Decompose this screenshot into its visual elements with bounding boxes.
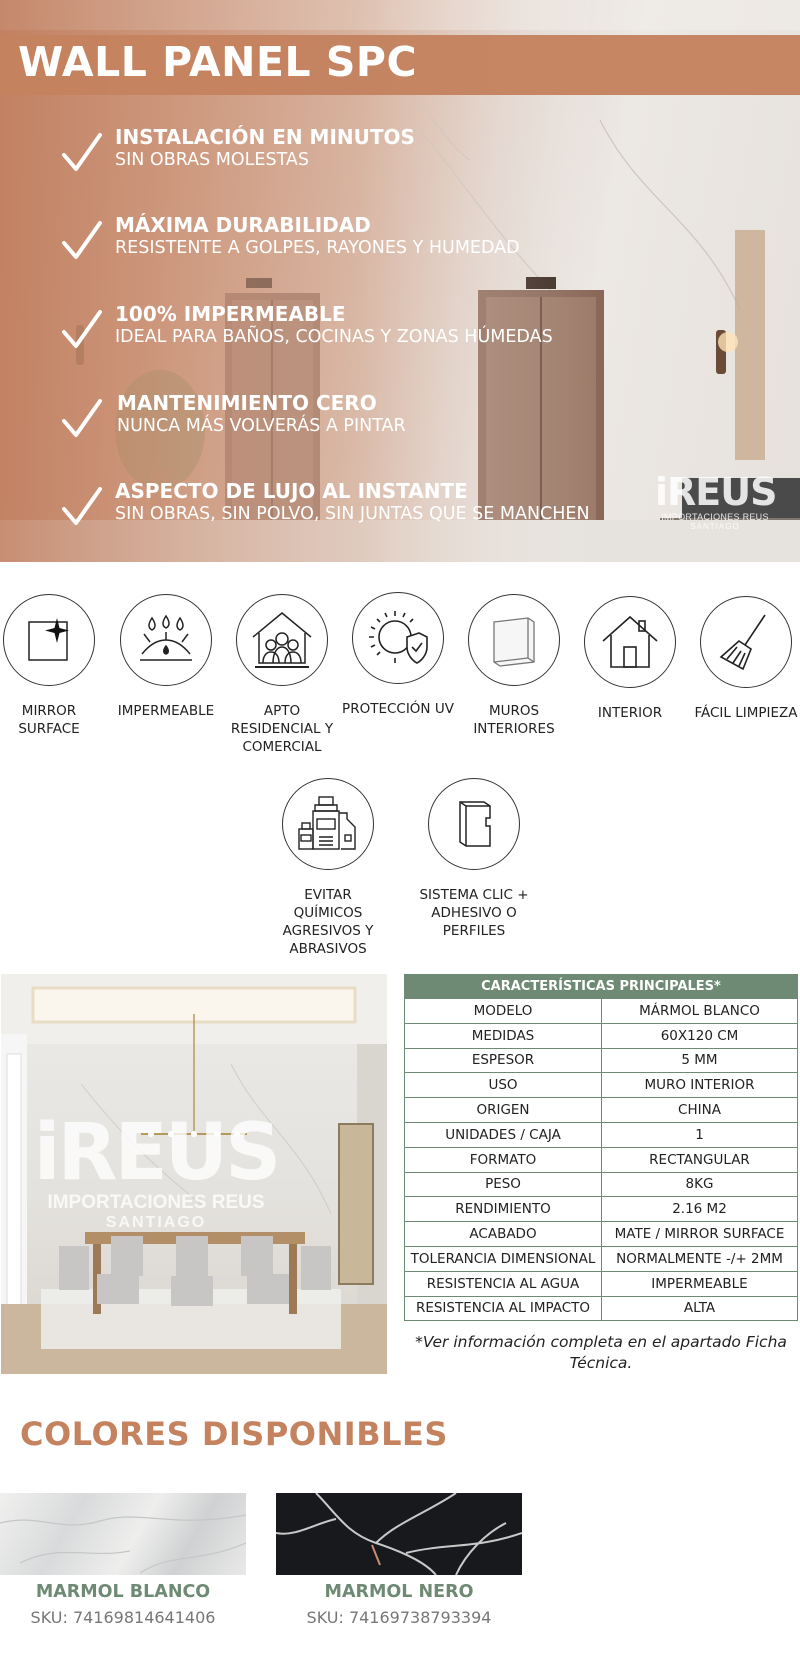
spec-value: NORMALMENTE -/+ 2MM — [602, 1246, 798, 1271]
color-sku: SKU: 74169814641406 — [30, 1608, 216, 1627]
table-row — [405, 1222, 798, 1247]
feature-label: EVITAR QUÍMICOS AGRESIVOS Y ABRASIVOS — [282, 887, 374, 957]
spec-value: 2.16 M2 — [602, 1197, 798, 1222]
feature-label: APTO RESIDENCIAL Y COMERCIAL — [230, 703, 334, 755]
table-row — [405, 1271, 798, 1296]
feature-impermeable — [108, 594, 224, 720]
check-icon — [60, 308, 104, 352]
sun-shield-icon — [352, 592, 444, 684]
color-sku: SKU: 74169738793394 — [306, 1608, 492, 1627]
spec-value: 8KG — [602, 1172, 798, 1197]
spec-key: RESISTENCIA AL AGUA — [405, 1271, 602, 1296]
feature-label: MIRROR SURFACE — [18, 703, 80, 737]
house-people-icon — [236, 594, 328, 686]
feature-label: MUROS INTERIORES — [473, 703, 555, 737]
spec-value: 1 — [602, 1122, 798, 1147]
feature-label: INTERIOR — [597, 705, 663, 721]
feature-label: SISTEMA CLIC + ADHESIVO O PERFILES — [419, 887, 529, 939]
specs-table — [404, 974, 798, 1321]
marble-texture — [0, 1493, 246, 1575]
feature-label: FÁCIL LIMPIEZA — [694, 705, 798, 721]
swatch-marmol-blanco[interactable] — [0, 1493, 246, 1575]
feature-interior — [572, 596, 688, 722]
spec-key: ESPESOR — [405, 1048, 602, 1073]
table-row — [405, 1048, 798, 1073]
spec-value: CHINA — [602, 1098, 798, 1123]
marble-texture — [276, 1493, 522, 1575]
wall-panel-icon — [468, 594, 560, 686]
check-icon — [60, 219, 104, 263]
spec-key: MEDIDAS — [405, 1023, 602, 1048]
color-name: MARMOL NERO — [324, 1582, 474, 1602]
table-row — [405, 1073, 798, 1098]
benefit-title: INSTALACIÓN EN MINUTOS — [115, 125, 415, 149]
spec-key: RESISTENCIA AL IMPACTO — [405, 1296, 602, 1321]
feature-label: PROTECCIÓN UV — [342, 701, 454, 717]
specs-footnote: *Ver información completa en el apartado Ficha Técnica. — [415, 1333, 787, 1372]
watermark-line2: SANTIAGO — [105, 1214, 207, 1231]
hero-banner — [0, 0, 800, 562]
feature-mirror-surface — [0, 594, 107, 738]
broom-icon — [700, 596, 792, 688]
spec-value: MURO INTERIOR — [602, 1073, 798, 1098]
table-row — [405, 1098, 798, 1123]
spec-key: UNIDADES / CAJA — [405, 1122, 602, 1147]
watermark-brand: iREUS — [655, 470, 777, 514]
table-row — [405, 1197, 798, 1222]
feature-label: IMPERMEABLE — [117, 703, 215, 719]
water-drops-icon — [120, 594, 212, 686]
spec-value: RECTANGULAR — [602, 1147, 798, 1172]
specs-header: CARACTERÍSTICAS PRINCIPALES* — [405, 975, 798, 999]
benefit-subtitle: IDEAL PARA BAÑOS, COCINAS Y ZONAS HÚMEDAS — [115, 327, 553, 347]
spec-key: RENDIMIENTO — [405, 1197, 602, 1222]
feature-residencial-comercial — [224, 594, 340, 756]
spec-key: USO — [405, 1073, 602, 1098]
benefit-item — [60, 391, 760, 461]
table-row — [405, 1023, 798, 1048]
benefit-item — [60, 213, 760, 283]
swatch-marmol-nero[interactable] — [276, 1493, 522, 1575]
sparkle-square-icon — [3, 594, 95, 686]
table-row — [405, 1122, 798, 1147]
feature-muros-interiores — [456, 594, 572, 738]
watermark-line1: IMPORTACIONES REUS — [661, 512, 769, 522]
benefit-title: MANTENIMIENTO CERO — [117, 391, 377, 415]
table-row — [405, 1296, 798, 1321]
spec-value: 60X120 CM — [602, 1023, 798, 1048]
spec-key: MODELO — [405, 999, 602, 1024]
spec-value: ALTA — [602, 1296, 798, 1321]
house-icon — [584, 596, 676, 688]
benefit-subtitle: RESISTENTE A GOLPES, RAYONES Y HUMEDAD — [115, 238, 520, 258]
benefit-subtitle: NUNCA MÁS VOLVERÁS A PINTAR — [117, 416, 406, 436]
spec-key: FORMATO — [405, 1147, 602, 1172]
spec-value: IMPERMEABLE — [602, 1271, 798, 1296]
check-icon — [60, 397, 104, 441]
benefit-item — [60, 302, 760, 372]
spec-value: MÁRMOL BLANCO — [602, 999, 798, 1024]
feature-proteccion-uv — [340, 592, 456, 718]
feature-evitar-quimicos — [270, 778, 386, 958]
spec-key: TOLERANCIA DIMENSIONAL — [405, 1246, 602, 1271]
benefit-subtitle: SIN OBRAS, SIN POLVO, SIN JUNTAS QUE SE MANCHEN — [115, 504, 590, 524]
table-row — [405, 999, 798, 1024]
chemicals-icon — [282, 778, 374, 870]
table-row — [405, 1147, 798, 1172]
spec-value: MATE / MIRROR SURFACE — [602, 1222, 798, 1247]
feature-sistema-clic — [416, 778, 532, 940]
spec-key: ORIGEN — [405, 1098, 602, 1123]
benefit-title: 100% IMPERMEABLE — [115, 302, 346, 326]
spec-key: PESO — [405, 1172, 602, 1197]
watermark-brand: iREUS — [33, 1108, 279, 1198]
colors-title: COLORES DISPONIBLES — [20, 1415, 448, 1453]
dining-room-photo — [1, 974, 387, 1374]
watermark-line2: SANTIAGO — [690, 522, 740, 531]
table-row — [405, 1172, 798, 1197]
page-title: WALL PANEL SPC — [18, 38, 418, 86]
spec-key: ACABADO — [405, 1222, 602, 1247]
table-row — [405, 1246, 798, 1271]
watermark-line1: IMPORTACIONES REUS — [47, 1192, 265, 1213]
check-icon — [60, 485, 104, 529]
check-icon — [60, 131, 104, 175]
benefit-item — [60, 125, 760, 195]
click-panel-icon — [428, 778, 520, 870]
brand-watermark — [1, 1108, 311, 1232]
benefit-title: MÁXIMA DURABILIDAD — [115, 213, 371, 237]
benefit-subtitle: SIN OBRAS MOLESTAS — [115, 150, 309, 170]
spec-value: 5 MM — [602, 1048, 798, 1073]
benefit-title: ASPECTO DE LUJO AL INSTANTE — [115, 479, 468, 503]
brand-watermark — [655, 472, 775, 531]
feature-facil-limpieza — [688, 596, 800, 722]
color-name: MARMOL BLANCO — [35, 1582, 211, 1602]
